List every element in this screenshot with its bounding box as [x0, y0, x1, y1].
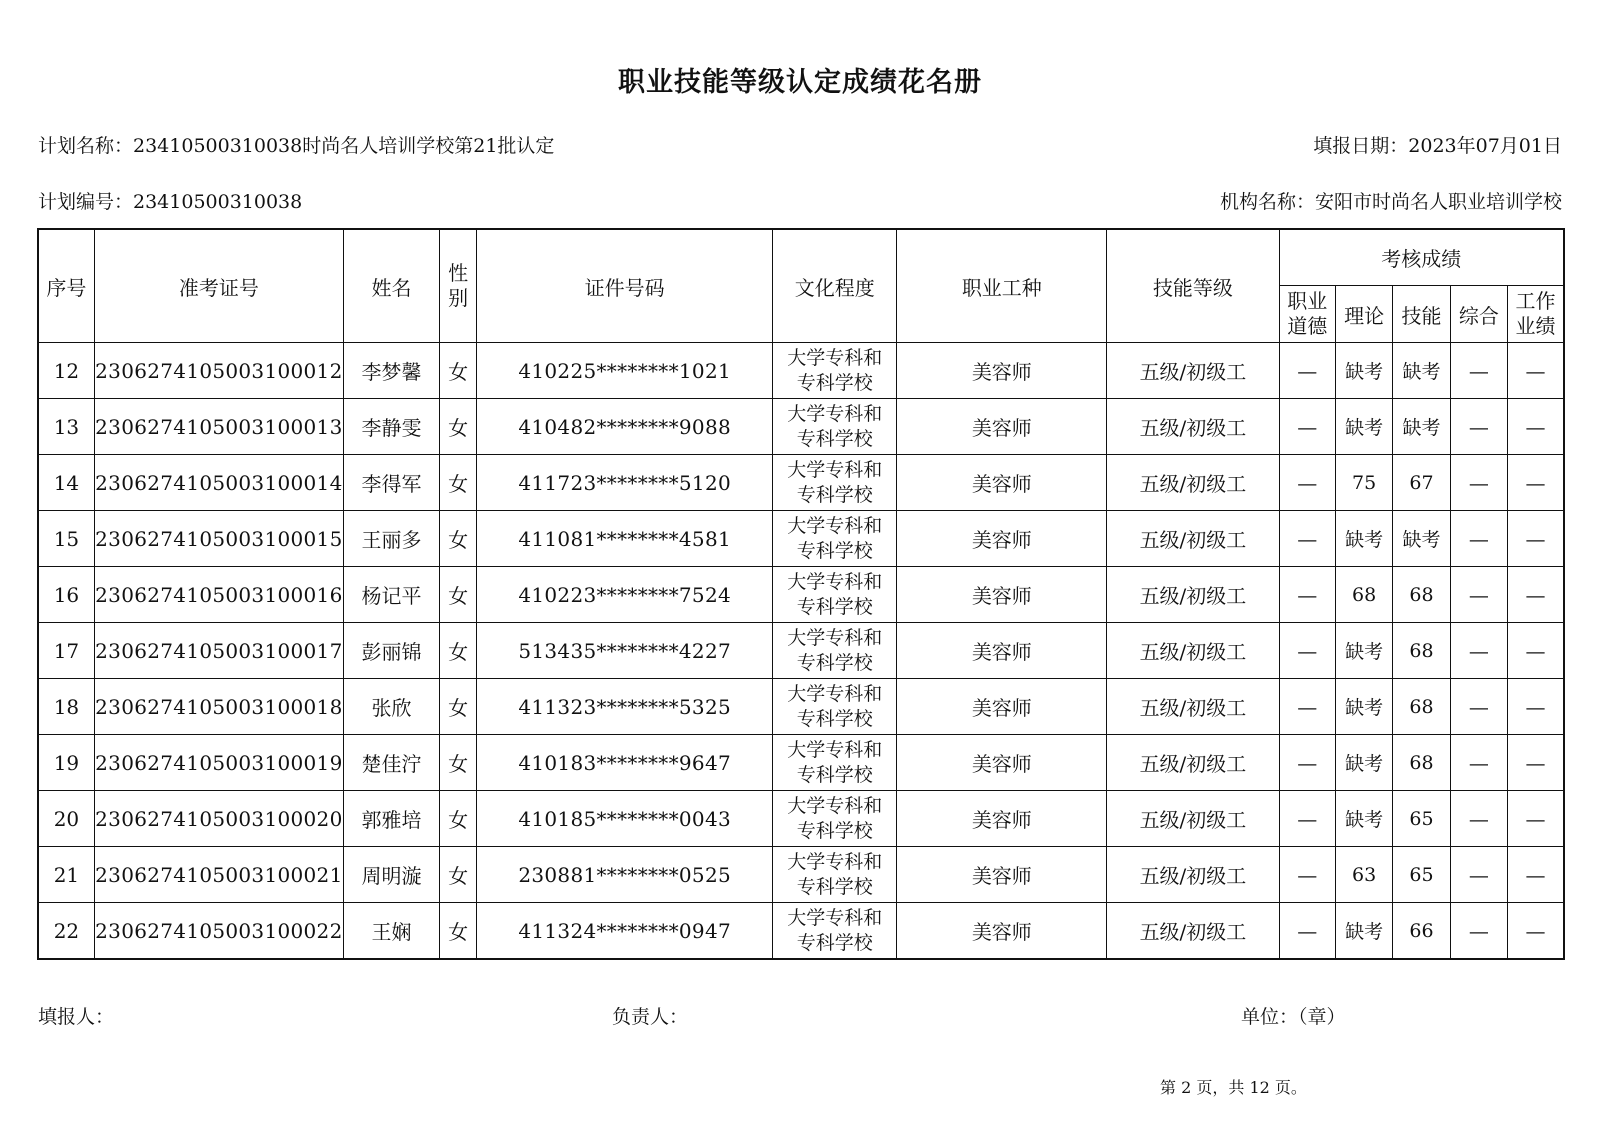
cell-exam-id: 2306274105003100017	[94, 623, 343, 679]
cell-ethics: —	[1279, 567, 1335, 623]
cell-skill-level: 五级/初级工	[1107, 623, 1279, 679]
table-row	[38, 903, 1564, 960]
header-ethics-line1: 职业	[1287, 289, 1328, 313]
cell-ethics: —	[1279, 791, 1335, 847]
cell-education	[773, 455, 897, 511]
cell-education	[773, 511, 897, 567]
cell-education	[773, 735, 897, 791]
cell-occupation: 美容师	[897, 679, 1107, 735]
cell-id-number: 230881********0525	[477, 847, 773, 903]
cell-education-line1: 大学专科和	[787, 906, 883, 929]
cell-ethics: —	[1279, 511, 1335, 567]
cell-work: —	[1508, 623, 1564, 679]
responsible-label: 负责人：	[612, 1006, 689, 1028]
cell-ethics: —	[1279, 735, 1335, 791]
cell-id-number: 513435********4227	[477, 623, 773, 679]
cell-ethics: —	[1279, 847, 1335, 903]
cell-comprehensive: —	[1450, 679, 1507, 735]
cell-exam-id: 2306274105003100016	[94, 567, 343, 623]
cell-seq: 21	[38, 847, 94, 903]
cell-name: 杨记平	[343, 567, 439, 623]
cell-seq: 13	[38, 399, 94, 455]
cell-work: —	[1508, 735, 1564, 791]
cell-work: —	[1508, 511, 1564, 567]
cell-occupation: 美容师	[897, 791, 1107, 847]
cell-education-line2: 专科学校	[796, 763, 873, 786]
header-skill: 技能	[1393, 286, 1450, 343]
cell-theory: 缺考	[1335, 511, 1392, 567]
cell-exam-id: 2306274105003100015	[94, 511, 343, 567]
cell-exam-id: 2306274105003100022	[94, 903, 343, 960]
header-seq: 序号	[38, 229, 94, 343]
cell-exam-id: 2306274105003100013	[94, 399, 343, 455]
cell-seq: 15	[38, 511, 94, 567]
cell-comprehensive: —	[1450, 847, 1507, 903]
cell-name: 王娴	[343, 903, 439, 960]
cell-occupation: 美容师	[897, 567, 1107, 623]
cell-gender: 女	[440, 679, 477, 735]
cell-work: —	[1508, 847, 1564, 903]
cell-skill: 缺考	[1393, 399, 1450, 455]
cell-id-number: 410185********0043	[477, 791, 773, 847]
table-row	[38, 455, 1564, 511]
cell-seq: 20	[38, 791, 94, 847]
cell-id-number: 411324********0947	[477, 903, 773, 960]
cell-education-line2: 专科学校	[796, 707, 873, 730]
plan-name: 计划名称：23410500310038时尚名人培训学校第21批认定	[38, 135, 555, 157]
cell-ethics: —	[1279, 903, 1335, 960]
cell-name: 郭雅培	[343, 791, 439, 847]
cell-theory: 63	[1335, 847, 1392, 903]
cell-skill-level: 五级/初级工	[1107, 399, 1279, 455]
cell-comprehensive: —	[1450, 343, 1507, 399]
cell-skill-level: 五级/初级工	[1107, 511, 1279, 567]
cell-theory: 缺考	[1335, 791, 1392, 847]
cell-education-line2: 专科学校	[796, 371, 873, 394]
cell-id-number: 410225********1021	[477, 343, 773, 399]
cell-education	[773, 679, 897, 735]
cell-occupation: 美容师	[897, 399, 1107, 455]
cell-skill-level: 五级/初级工	[1107, 847, 1279, 903]
cell-id-number: 410482********9088	[477, 399, 773, 455]
table-row	[38, 679, 1564, 735]
cell-ethics: —	[1279, 455, 1335, 511]
cell-skill: 65	[1393, 791, 1450, 847]
cell-name: 李梦馨	[343, 343, 439, 399]
cell-gender: 女	[440, 735, 477, 791]
table-row	[38, 399, 1564, 455]
table-row	[38, 791, 1564, 847]
cell-gender: 女	[440, 847, 477, 903]
cell-skill-level: 五级/初级工	[1107, 903, 1279, 960]
plan-number: 计划编号：23410500310038	[38, 191, 303, 213]
cell-gender: 女	[440, 903, 477, 960]
cell-exam-id: 2306274105003100014	[94, 455, 343, 511]
cell-education-line2: 专科学校	[796, 875, 873, 898]
cell-comprehensive: —	[1450, 791, 1507, 847]
cell-skill-level: 五级/初级工	[1107, 567, 1279, 623]
cell-education-line1: 大学专科和	[787, 682, 883, 705]
header-gender-line1: 性	[448, 261, 469, 285]
cell-skill: 68	[1393, 567, 1450, 623]
cell-skill: 67	[1393, 455, 1450, 511]
cell-education-line2: 专科学校	[796, 427, 873, 450]
cell-comprehensive: —	[1450, 623, 1507, 679]
document-title: 职业技能等级认定成绩花名册	[618, 67, 982, 98]
header-id-number: 证件号码	[477, 229, 773, 343]
table-row	[38, 343, 1564, 399]
header-name: 姓名	[343, 229, 439, 343]
cell-skill-level: 五级/初级工	[1107, 455, 1279, 511]
cell-gender: 女	[440, 623, 477, 679]
cell-seq: 22	[38, 903, 94, 960]
cell-education	[773, 399, 897, 455]
cell-comprehensive: —	[1450, 399, 1507, 455]
cell-gender: 女	[440, 567, 477, 623]
header-occupation: 职业工种	[897, 229, 1107, 343]
cell-education-line1: 大学专科和	[787, 794, 883, 817]
cell-exam-id: 2306274105003100019	[94, 735, 343, 791]
cell-education-line1: 大学专科和	[787, 738, 883, 761]
header-gender	[440, 229, 477, 343]
cell-name: 张欣	[343, 679, 439, 735]
cell-theory: 75	[1335, 455, 1392, 511]
cell-education	[773, 623, 897, 679]
cell-ethics: —	[1279, 399, 1335, 455]
cell-comprehensive: —	[1450, 735, 1507, 791]
cell-id-number: 410223********7524	[477, 567, 773, 623]
cell-id-number: 411723********5120	[477, 455, 773, 511]
cell-theory: 缺考	[1335, 735, 1392, 791]
cell-gender: 女	[440, 399, 477, 455]
cell-seq: 16	[38, 567, 94, 623]
cell-work: —	[1508, 903, 1564, 960]
cell-name: 李静雯	[343, 399, 439, 455]
cell-education-line2: 专科学校	[796, 931, 873, 954]
fill-date: 填报日期：2023年07月01日	[1313, 135, 1562, 157]
cell-education-line1: 大学专科和	[787, 514, 883, 537]
table-row	[38, 735, 1564, 791]
cell-exam-id: 2306274105003100018	[94, 679, 343, 735]
cell-seq: 14	[38, 455, 94, 511]
cell-occupation: 美容师	[897, 847, 1107, 903]
cell-id-number: 411081********4581	[477, 511, 773, 567]
cell-education-line1: 大学专科和	[787, 402, 883, 425]
cell-theory: 68	[1335, 567, 1392, 623]
cell-work: —	[1508, 791, 1564, 847]
header-work-line2: 业绩	[1515, 314, 1556, 338]
cell-work: —	[1508, 399, 1564, 455]
cell-skill: 68	[1393, 623, 1450, 679]
header-work	[1508, 286, 1564, 343]
cell-work: —	[1508, 679, 1564, 735]
cell-comprehensive: —	[1450, 511, 1507, 567]
cell-theory: 缺考	[1335, 399, 1392, 455]
cell-education	[773, 343, 897, 399]
cell-name: 周明漩	[343, 847, 439, 903]
header-work-line1: 工作	[1515, 289, 1556, 313]
header-skill-level: 技能等级	[1107, 229, 1279, 343]
cell-skill-level: 五级/初级工	[1107, 735, 1279, 791]
cell-name: 李得军	[343, 455, 439, 511]
cell-work: —	[1508, 343, 1564, 399]
cell-education-line2: 专科学校	[796, 651, 873, 674]
cell-ethics: —	[1279, 623, 1335, 679]
cell-skill: 缺考	[1393, 343, 1450, 399]
cell-gender: 女	[440, 343, 477, 399]
cell-skill-level: 五级/初级工	[1107, 343, 1279, 399]
unit-seal-label: 单位：（章）	[1241, 1006, 1346, 1028]
cell-comprehensive: —	[1450, 567, 1507, 623]
cell-occupation: 美容师	[897, 735, 1107, 791]
cell-occupation: 美容师	[897, 903, 1107, 960]
header-theory: 理论	[1335, 286, 1392, 343]
cell-comprehensive: —	[1450, 903, 1507, 960]
cell-ethics: —	[1279, 679, 1335, 735]
cell-education	[773, 791, 897, 847]
cell-education-line1: 大学专科和	[787, 850, 883, 873]
header-comprehensive: 综合	[1450, 286, 1507, 343]
cell-work: —	[1508, 455, 1564, 511]
table-row	[38, 511, 1564, 567]
cell-skill-level: 五级/初级工	[1107, 679, 1279, 735]
cell-gender: 女	[440, 455, 477, 511]
cell-theory: 缺考	[1335, 679, 1392, 735]
cell-education	[773, 847, 897, 903]
cell-skill: 66	[1393, 903, 1450, 960]
score-roster-table	[37, 228, 1565, 960]
cell-seq: 18	[38, 679, 94, 735]
cell-theory: 缺考	[1335, 623, 1392, 679]
cell-skill: 缺考	[1393, 511, 1450, 567]
cell-name: 彭丽锦	[343, 623, 439, 679]
header-gender-line2: 别	[448, 286, 469, 310]
cell-gender: 女	[440, 511, 477, 567]
cell-occupation: 美容师	[897, 343, 1107, 399]
cell-theory: 缺考	[1335, 903, 1392, 960]
cell-name: 楚佳泞	[343, 735, 439, 791]
cell-theory: 缺考	[1335, 343, 1392, 399]
cell-education-line1: 大学专科和	[787, 458, 883, 481]
cell-skill: 65	[1393, 847, 1450, 903]
header-exam-id: 准考证号	[94, 229, 343, 343]
cell-skill: 68	[1393, 735, 1450, 791]
cell-education-line1: 大学专科和	[787, 570, 883, 593]
cell-education-line1: 大学专科和	[787, 346, 883, 369]
cell-occupation: 美容师	[897, 623, 1107, 679]
cell-education-line2: 专科学校	[796, 539, 873, 562]
cell-occupation: 美容师	[897, 511, 1107, 567]
org-name: 机构名称：安阳市时尚名人职业培训学校	[1219, 191, 1562, 213]
cell-education	[773, 567, 897, 623]
cell-education	[773, 903, 897, 960]
cell-id-number: 411323********5325	[477, 679, 773, 735]
cell-education-line1: 大学专科和	[787, 626, 883, 649]
table-row	[38, 567, 1564, 623]
header-ethics	[1279, 286, 1335, 343]
cell-skill: 68	[1393, 679, 1450, 735]
cell-seq: 12	[38, 343, 94, 399]
cell-exam-id: 2306274105003100012	[94, 343, 343, 399]
cell-education-line2: 专科学校	[796, 819, 873, 842]
header-scores-group: 考核成绩	[1279, 229, 1564, 286]
cell-skill-level: 五级/初级工	[1107, 791, 1279, 847]
cell-gender: 女	[440, 791, 477, 847]
cell-occupation: 美容师	[897, 455, 1107, 511]
header-ethics-line2: 道德	[1287, 314, 1328, 338]
cell-ethics: —	[1279, 343, 1335, 399]
cell-exam-id: 2306274105003100021	[94, 847, 343, 903]
cell-seq: 17	[38, 623, 94, 679]
page-info: 第 2 页，共 12 页。	[1160, 1078, 1307, 1097]
cell-seq: 19	[38, 735, 94, 791]
cell-comprehensive: —	[1450, 455, 1507, 511]
cell-work: —	[1508, 567, 1564, 623]
filler-label: 填报人：	[38, 1006, 115, 1028]
cell-id-number: 410183********9647	[477, 735, 773, 791]
table-row	[38, 847, 1564, 903]
cell-education-line2: 专科学校	[796, 595, 873, 618]
cell-exam-id: 2306274105003100020	[94, 791, 343, 847]
cell-education-line2: 专科学校	[796, 483, 873, 506]
header-education: 文化程度	[773, 229, 897, 343]
cell-name: 王丽多	[343, 511, 439, 567]
table-row	[38, 623, 1564, 679]
